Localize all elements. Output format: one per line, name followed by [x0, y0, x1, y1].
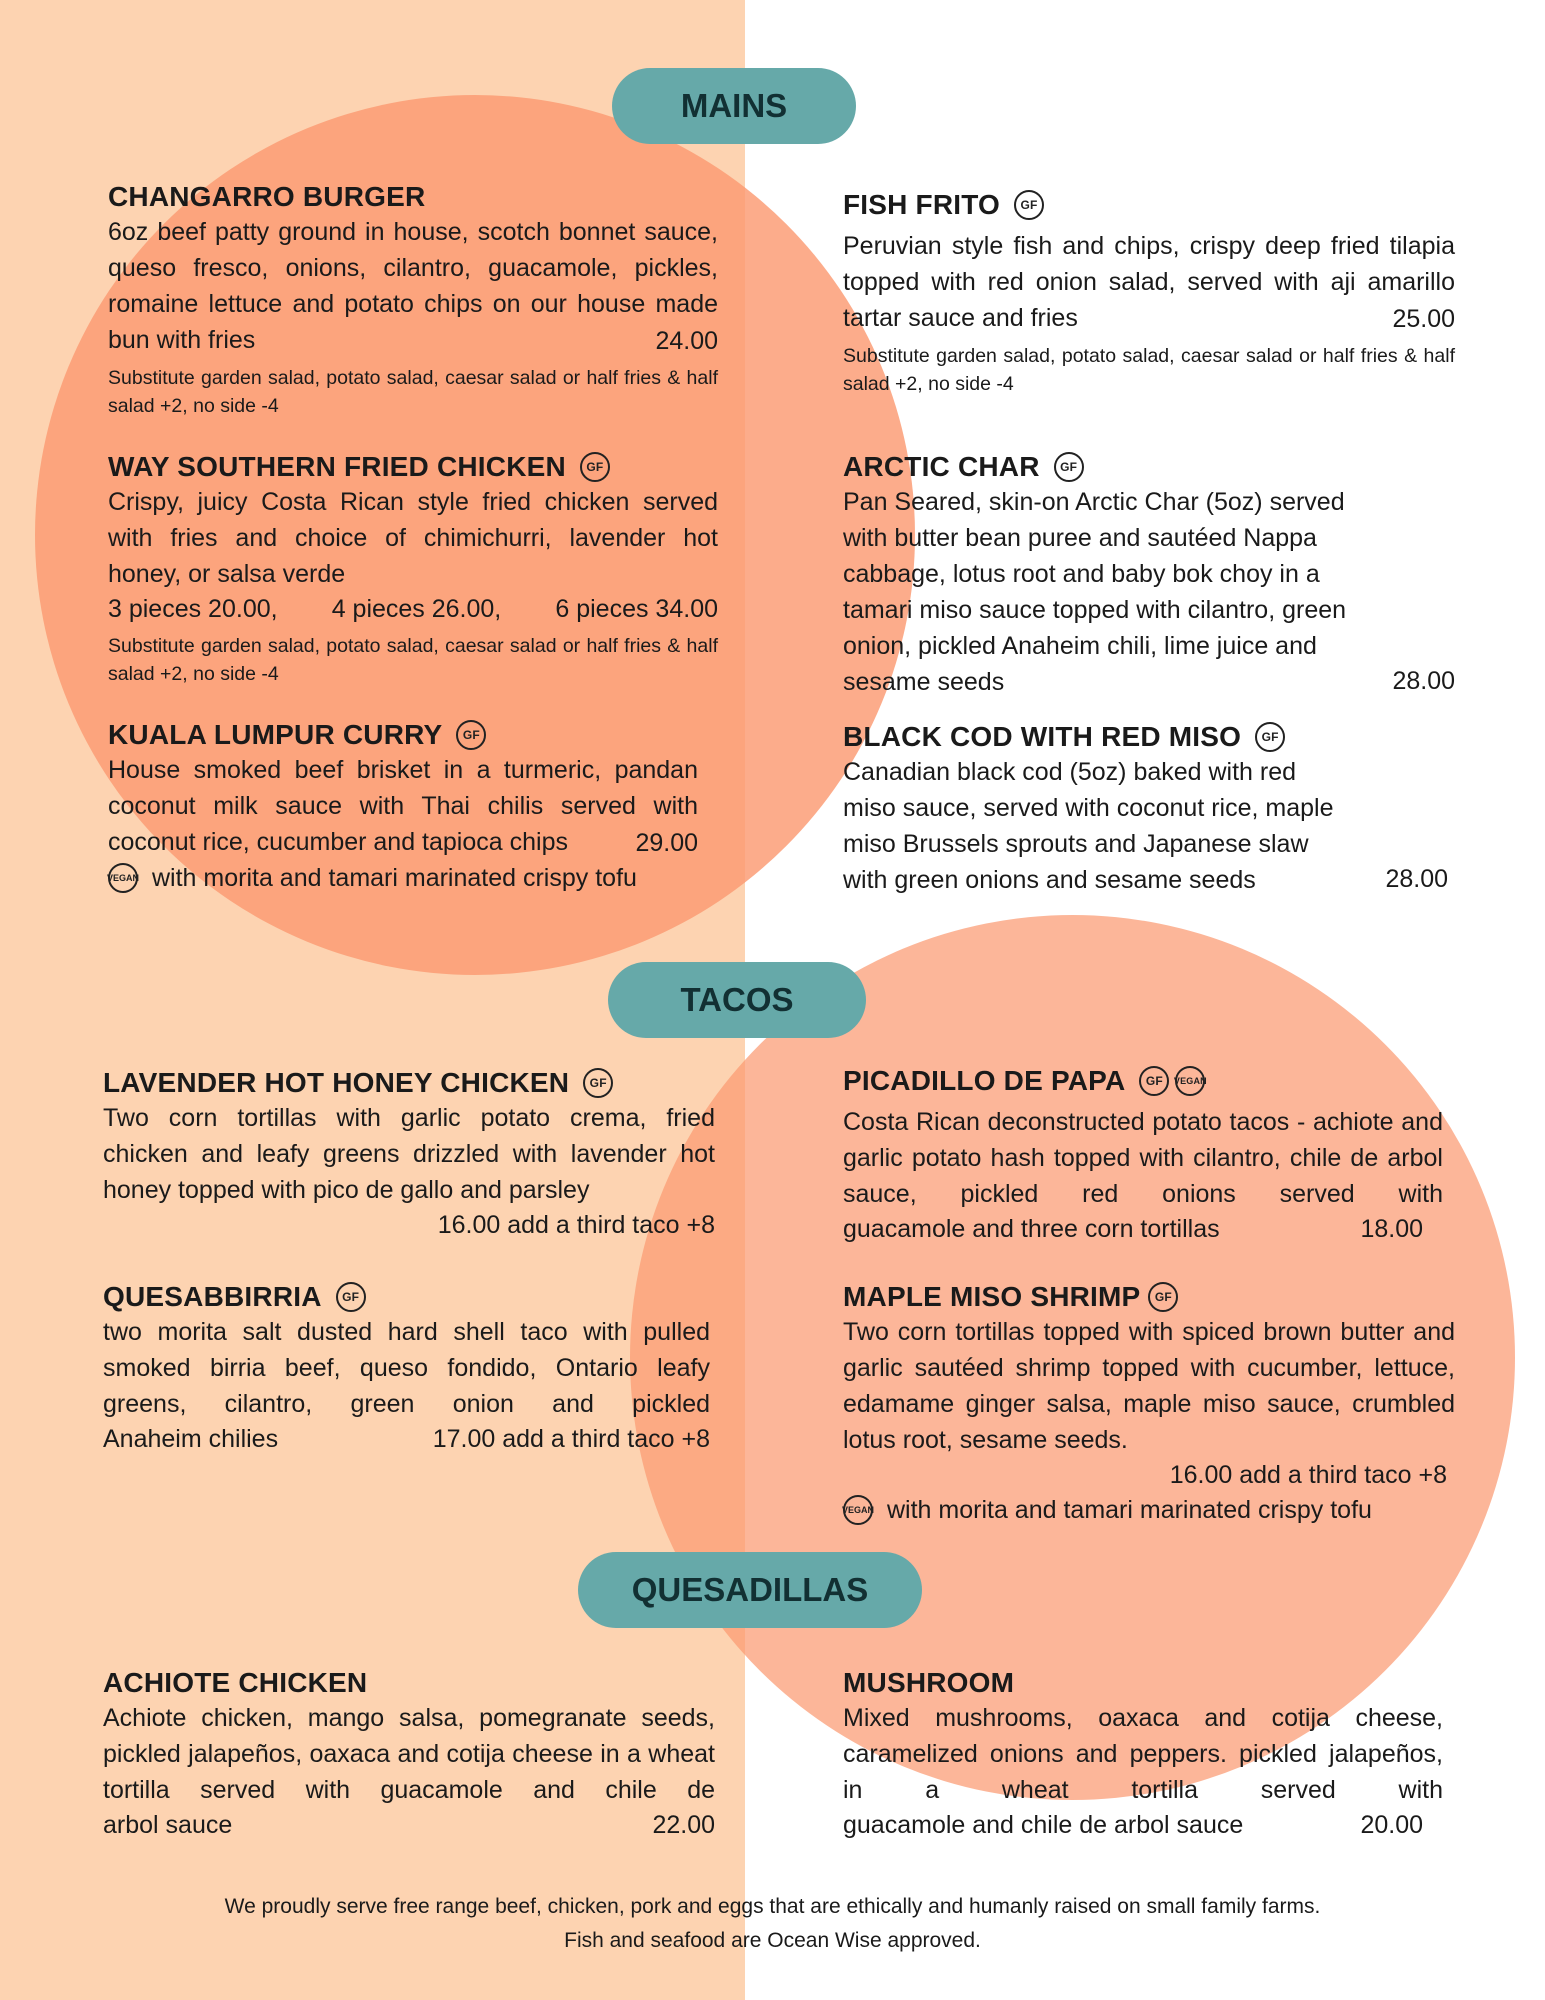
- item-last-line: [843, 1212, 1443, 1246]
- item-title-row: [103, 1280, 710, 1314]
- item-description: Peruvian style fish and chips, crispy deep fried tilapia topped with red onion salad, served with aji amarillo tartar sauce and fries: [843, 232, 1455, 332]
- vegan-option-text: with morita and tamari marinated crispy tofu: [887, 1496, 1372, 1524]
- menu-item-quesabbirria: [103, 1280, 710, 1456]
- section-header-mains: MAINS: [612, 68, 856, 144]
- item-price: 16.00 add a third taco +8: [1169, 1461, 1447, 1489]
- menu-item-fried-chicken: [108, 450, 718, 688]
- item-price: 24.00: [655, 327, 718, 355]
- menu-item-changarro-burger: [108, 180, 718, 420]
- menu-item-picadillo-de-papa: [843, 1064, 1443, 1246]
- item-title-row: [843, 720, 1448, 754]
- menu-item-black-cod: [843, 720, 1448, 896]
- menu-item-lavender-hot-honey-chicken: [103, 1066, 715, 1242]
- item-description: Achiote chicken, mango salsa, pomegranate seeds, pickled jalapeños, oaxaca and cotija cheese in a wheat tortilla served with guacamole and chile de: [103, 1704, 715, 1804]
- item-substitute-note: Substitute garden salad, potato salad, caesar salad or half fries & half salad +2, no side -4: [108, 635, 718, 685]
- item-title: PICADILLO DE PAPA: [843, 1065, 1126, 1096]
- footer-line-sourcing: We proudly serve free range beef, chicken, pork and eggs that are ethically and humanly raised on small family farms.: [224, 1895, 1321, 1918]
- item-title-row: [108, 450, 718, 484]
- item-description: House smoked beef brisket in a turmeric, pandan coconut milk sauce with Thai chilis served with coconut rice, cucumber and tapioca chips: [108, 756, 698, 856]
- item-title-row: [843, 1280, 1455, 1314]
- item-price: 29.00: [635, 829, 698, 857]
- menu-item-arctic-char: [843, 450, 1455, 698]
- item-title: CHANGARRO BURGER: [108, 181, 426, 212]
- item-title: KUALA LUMPUR CURRY: [108, 719, 443, 750]
- menu-item-mushroom: [843, 1666, 1443, 1842]
- item-description-end: guacamole and three corn tortillas: [843, 1215, 1220, 1243]
- vegan-icon: VEGAN: [1175, 1066, 1205, 1096]
- item-price: 28.00: [1392, 667, 1455, 695]
- item-title-row: [843, 188, 1455, 222]
- item-price: 25.00: [1392, 305, 1455, 333]
- price-4-pieces: 4 pieces 26.00,: [331, 595, 502, 623]
- vegan-icon: VEGAN: [108, 863, 138, 893]
- item-title: MUSHROOM: [843, 1667, 1015, 1698]
- item-description: Crispy, juicy Costa Rican style fried chicken served with fries and choice of chimichurri, lavender hot honey, or salsa verde: [108, 488, 718, 588]
- item-description: Two corn tortillas topped with spiced brown butter and garlic sautéed shrimp topped with cucumber, lettuce, edamame ginger salsa, maple miso sauce, crumbled lotus root, sesame seeds.: [843, 1318, 1455, 1454]
- item-title: FISH FRITO: [843, 189, 1001, 220]
- vegan-icon: VEGAN: [843, 1495, 873, 1525]
- price-6-pieces: 6 pieces 34.00: [555, 595, 718, 623]
- item-price: 18.00: [1360, 1215, 1423, 1243]
- gluten-free-icon: GF: [1148, 1282, 1178, 1312]
- gluten-free-icon: GF: [1054, 452, 1084, 482]
- gluten-free-icon: GF: [336, 1282, 366, 1312]
- footer-note: [0, 1890, 1545, 1958]
- item-description: two morita salt dusted hard shell taco with pulled smoked birria beef, queso fondido, Ontario leafy greens, cilantro, green onion and pickled: [103, 1318, 710, 1418]
- item-description: Canadian black cod (5oz) baked with red miso sauce, served with coconut rice, maple miso Brussels sprouts and Japanese slaw with green onions and sesame seeds: [843, 758, 1334, 894]
- item-title-row: [843, 1064, 1443, 1098]
- item-title: WAY SOUTHERN FRIED CHICKEN: [108, 451, 566, 482]
- section-header-tacos: TACOS: [608, 962, 866, 1038]
- gluten-free-icon: GF: [583, 1068, 613, 1098]
- vegan-option-text: with morita and tamari marinated crispy tofu: [152, 864, 637, 892]
- item-title: ACHIOTE CHICKEN: [103, 1667, 368, 1698]
- vegan-option: [108, 860, 718, 896]
- item-description-end: Anaheim chilies: [103, 1425, 279, 1453]
- menu-item-achiote-chicken: [103, 1666, 715, 1842]
- vegan-option: [843, 1492, 1455, 1528]
- gluten-free-icon: GF: [1139, 1066, 1169, 1096]
- item-description: Pan Seared, skin-on Arctic Char (5oz) served with butter bean puree and sautéed Nappa cabbage, lotus root and baby bok choy in a tamari miso sauce topped with cilantro, green onion, pickled Anaheim chili, lime juice and sesame seeds: [843, 488, 1347, 696]
- gluten-free-icon: GF: [456, 720, 486, 750]
- item-title: BLACK COD WITH RED MISO: [843, 721, 1242, 752]
- item-description: Costa Rican deconstructed potato tacos - achiote and garlic potato hash topped with cilantro, chile de arbol sauce, pickled red onions served with: [843, 1108, 1443, 1208]
- item-price: 16.00 add a third taco +8: [437, 1211, 715, 1239]
- gluten-free-icon: GF: [1014, 190, 1044, 220]
- item-price-options: [108, 592, 718, 626]
- item-title: LAVENDER HOT HONEY CHICKEN: [103, 1067, 570, 1098]
- item-substitute-note: Substitute garden salad, potato salad, caesar salad or half fries & half salad +2, no side -4: [108, 367, 718, 417]
- item-description: Mixed mushrooms, oaxaca and cotija cheese, caramelized onions and peppers. pickled jalapeños, in a wheat tortilla served with: [843, 1704, 1443, 1804]
- section-header-quesadillas: QUESADILLAS: [578, 1552, 922, 1628]
- item-last-line: [103, 1808, 715, 1842]
- item-price: 22.00: [652, 1811, 715, 1839]
- item-substitute-note: Substitute garden salad, potato salad, caesar salad or half fries & half salad +2, no side -4: [843, 345, 1455, 395]
- item-description-end: arbol sauce: [103, 1811, 233, 1839]
- item-description: Two corn tortillas with garlic potato crema, fried chicken and leafy greens drizzled with lavender hot honey topped with pico de gallo and parsley: [103, 1104, 715, 1204]
- item-title-row: [108, 718, 718, 752]
- menu-item-kuala-lumpur-curry: [108, 718, 718, 896]
- item-price: 28.00: [1385, 865, 1448, 893]
- item-last-line: [103, 1422, 710, 1456]
- item-title: ARCTIC CHAR: [843, 451, 1040, 482]
- item-title: MAPLE MISO SHRIMP: [843, 1281, 1141, 1312]
- item-price: 20.00: [1360, 1811, 1423, 1839]
- item-price: 17.00 add a third taco +8: [432, 1425, 710, 1453]
- item-description-end: guacamole and chile de arbol sauce: [843, 1811, 1244, 1839]
- menu-item-maple-miso-shrimp: [843, 1280, 1455, 1528]
- item-title-row: [843, 450, 1455, 484]
- item-title-row: [103, 1066, 715, 1100]
- menu-item-fish-frito: [843, 188, 1455, 398]
- footer-line-ocean-wise: Fish and seafood are Ocean Wise approved.: [564, 1929, 981, 1952]
- gluten-free-icon: GF: [580, 452, 610, 482]
- gluten-free-icon: GF: [1255, 722, 1285, 752]
- item-description: 6oz beef patty ground in house, scotch bonnet sauce, queso fresco, onions, cilantro, guacamole, pickles, romaine lettuce and potato chips on our house made bun with fries: [108, 218, 718, 354]
- item-title: QUESABBIRRIA: [103, 1281, 322, 1312]
- item-last-line: [843, 1808, 1443, 1842]
- price-3-pieces: 3 pieces 20.00,: [108, 595, 278, 623]
